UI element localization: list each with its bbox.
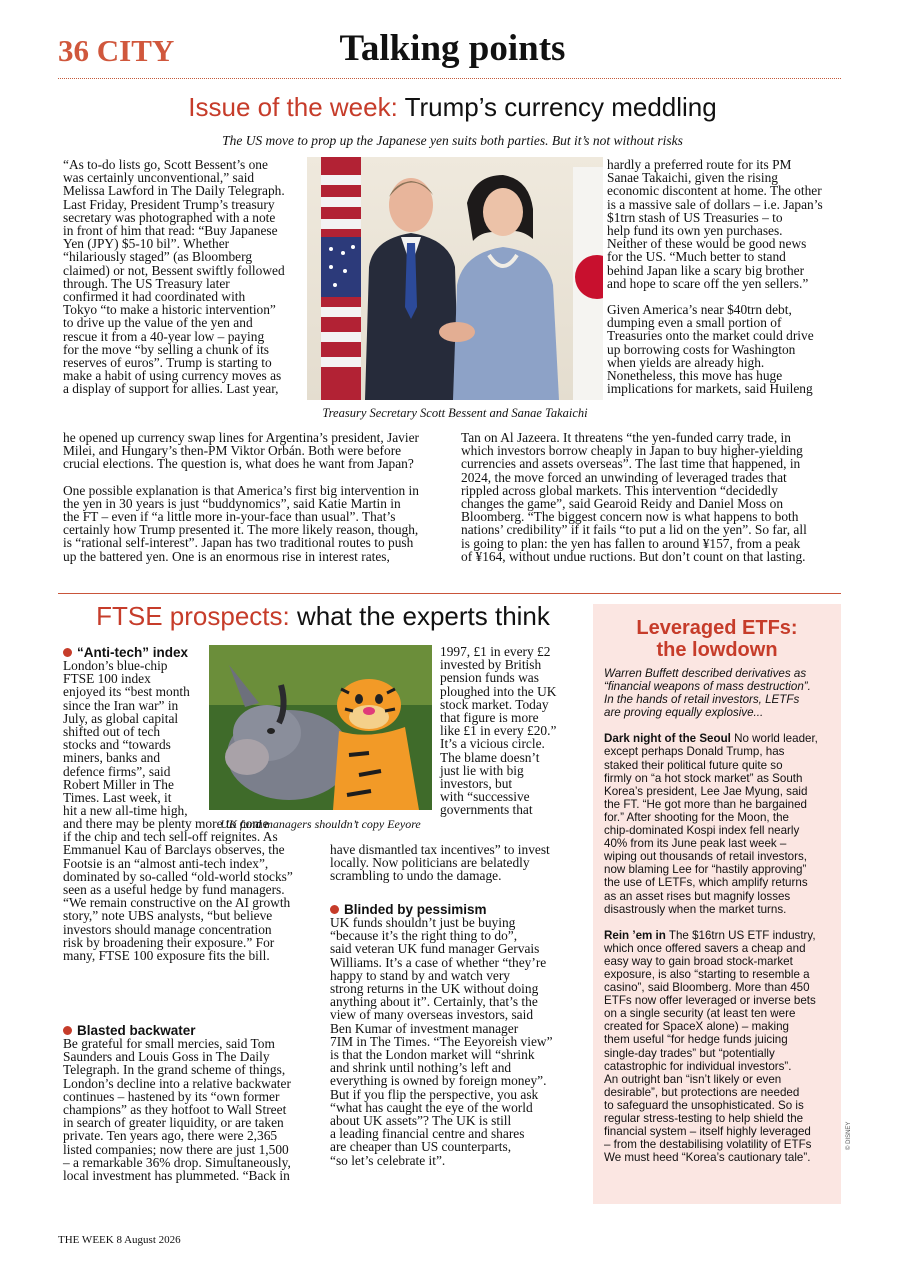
text-line: firmly on “a hot stock market” as South: [604, 771, 803, 785]
ftse-column-1-top: [63, 659, 208, 817]
text-line: up borrowing costs for Washington: [607, 341, 796, 357]
text-line: catastrophic for individual investors”.: [604, 1059, 792, 1073]
text-line: in front of him that read: “Buy Japanese: [63, 223, 278, 239]
text-line: Sanae Takaichi, given the rising: [607, 170, 778, 186]
text-line: wiping out thousands of retail investors,: [604, 850, 808, 864]
text-line: strong returns in the UK without doing: [330, 981, 539, 997]
section-name: CITY: [96, 33, 175, 68]
text-line: In the hands of retail investors, LETFs: [604, 693, 800, 707]
text-line: just lie with big: [440, 762, 524, 778]
ftse-photo-caption: UK fund managers shouldn’t copy Eeyore: [220, 817, 421, 831]
text-line: locally. Now politicians are belatedly: [330, 855, 530, 871]
text-line: with “successive: [440, 789, 530, 805]
text-line: now blaming Lee for “hastily approving”: [604, 863, 807, 877]
ftse-column-2-top: [440, 645, 590, 817]
issue-headline: [0, 92, 905, 123]
text-line: “As to-do lists go, Scott Bessent’s one: [63, 157, 268, 172]
text-line: which once offered savers a cheap and: [604, 941, 806, 955]
text-line: Neither of these would be good news: [607, 236, 807, 252]
text-line: continues – hastened by its “own former: [63, 1088, 280, 1104]
text-line: through. The US Treasury later: [63, 275, 230, 291]
bullet-icon: [63, 1026, 72, 1035]
ftse-subhead-1-text: “Anti-tech” index: [77, 645, 189, 660]
text-line: like £1 in every £20.”: [440, 723, 557, 739]
text-line: Williams. It’s a case of whether “they’re: [330, 954, 547, 970]
text-line: secretary was photographed with a note: [63, 209, 276, 225]
issue-bottom-right: [461, 431, 846, 563]
text-line: We must heed “Korea’s cautionary tale”.: [604, 1151, 811, 1165]
text-line: them useful “for hedge funds juicing: [604, 1033, 788, 1047]
japan-flag-icon: [573, 167, 603, 400]
text-line: Saunders and Louis Goss in The Daily: [63, 1049, 270, 1065]
text-line: help fund its own yen purchases.: [607, 223, 783, 239]
issue-standfirst: The US move to prop up the Japanese yen suits both parties. But it’s not without risks: [222, 133, 683, 148]
issue-photo: [307, 157, 603, 400]
text-line: scrambling to undo the damage.: [330, 868, 502, 884]
text-line: Nonetheless, this move has huge: [607, 368, 783, 384]
text-line: nations’ credibility” if it fails “to put a lid on the yen”. So far, all: [461, 522, 807, 538]
sidebar-title-line-1: Leveraged ETFs:: [636, 617, 798, 639]
text-line: since the Iran war” in: [63, 697, 179, 713]
text-line: – from the destabilising volatility of ETFs: [604, 1138, 812, 1152]
sidebar-paragraph-1: [604, 745, 834, 915]
text-line: Last Friday, President Trump’s treasury: [63, 196, 275, 212]
text-line: “what has caught the eye of the world: [330, 1099, 533, 1115]
text-line: shifted out of tech: [63, 724, 161, 740]
text-line: 1997, £1 in every £2: [440, 644, 551, 659]
text-line: exposure, is also “starting to resemble a: [604, 967, 810, 981]
text-line: miners, banks and: [63, 750, 161, 766]
ftse-subhead-2-text: Blasted backwater: [77, 1023, 196, 1038]
issue-column-3: [607, 158, 843, 395]
text-line: and there may be plenty more to come: [63, 816, 269, 831]
takaichi-figure: [453, 175, 559, 400]
text-line: ploughed into the UK: [440, 683, 557, 699]
text-line: champions” as they hotfoot to Wall Street: [63, 1102, 287, 1118]
text-line: for.” After shooting for the Moon, the: [604, 810, 789, 824]
text-line: Korea’s president, Lee Jae Myung, said: [604, 784, 808, 798]
text-line: dumping even a small portion of: [607, 315, 782, 331]
text-line: a leading financial centre and shares: [330, 1126, 525, 1142]
text-line: a display of support for allies. Last year,: [63, 381, 279, 397]
text-line: One possible explanation is that America’s first big intervention in: [63, 482, 419, 498]
text-line: the yen in 30 years is just “buddynomics”, said Katie Martin in: [63, 495, 401, 511]
text-line: Times. Last week, it: [63, 790, 172, 806]
text-line: for the move “by selling a chunk of its: [63, 341, 270, 357]
ftse-column-1-rest: [63, 817, 323, 962]
ftse-headline-text: what the experts think: [296, 601, 550, 631]
text-line: for the US. “Much better to stand: [607, 249, 786, 265]
sidebar-paragraph-2: [604, 942, 834, 1165]
text-line: private. Ten years ago, there were 2,365: [63, 1128, 278, 1144]
text-line: stock market. Today: [440, 696, 549, 712]
text-line: up the battered yen. One is an enormous rise in interest rates,: [63, 548, 390, 564]
issue-headline-text: Trump’s currency meddling: [404, 92, 717, 122]
us-flag-icon: [321, 157, 361, 400]
text-line: behind Japan like a scary big brother: [607, 262, 805, 278]
text-line: Be grateful for small mercies, said Tom: [63, 1036, 275, 1051]
text-line: casino”, said Bloomberg. More than 450: [604, 981, 810, 995]
text-line: defence firms”, said: [63, 763, 171, 779]
text-line: currencies and assets overseas”. The last time that happened, in: [461, 456, 801, 472]
text-line: to safeguard the unsophisticated. So is: [604, 1098, 804, 1112]
text-line: regular stress-testing to help shield the: [604, 1112, 804, 1125]
sidebar-title: [593, 617, 841, 661]
text-line: Given America’s near $40trn debt,: [607, 302, 792, 318]
text-line: rippled across global markets. This intervention “decidedly: [461, 482, 778, 498]
text-line: of ¥164, without undue ructions. But don’t count on that lasting.: [461, 548, 806, 564]
text-line: Footsie is an “almost anti-tech index”,: [63, 855, 269, 871]
text-line: disastrously when the market turns.: [604, 902, 787, 916]
photo-credit: © DISNEY: [846, 1121, 852, 1150]
bullet-icon: [63, 648, 72, 657]
text-line: investors, but: [440, 776, 513, 792]
text-line: said veteran UK fund manager Gervais: [330, 941, 540, 957]
sidebar-title-line-2: the lowdown: [656, 639, 778, 661]
text-line: changes the game”, said Gearoid Reidy and Daniel Moss on: [461, 496, 784, 512]
text-line: confirmed it had coordinated with: [63, 289, 246, 305]
text-line: ETFs now offer leveraged or inverse bets: [604, 994, 816, 1008]
text-line: and shrink until nothing’s left and: [330, 1060, 512, 1076]
text-line: claimed) or not, Bessent swiftly followed: [63, 262, 285, 278]
text-line: governments that: [440, 802, 533, 818]
issue-photo-caption: Treasury Secretary Scott Bessent and Sanae Takaichi: [322, 406, 588, 420]
text-line: dominated by so-called “old-world stocks”: [63, 868, 293, 884]
bessent-takaichi-illustration: [307, 157, 603, 400]
ftse-headline-label: FTSE prospects:: [96, 601, 290, 631]
text-line: pension funds was: [440, 670, 539, 686]
issue-column-1: [63, 158, 308, 396]
text-line: rescue it from a 40-year low – paying: [63, 328, 265, 344]
text-line: “financial weapons of mass destruction”.: [604, 680, 811, 694]
text-line: if the chip and tech sell-off reignites. As: [63, 829, 278, 845]
text-line: Ben Kumar of investment manager: [330, 1020, 519, 1036]
text-line: seen as a useful hedge by fund managers.: [63, 882, 285, 898]
text-line: Treasuries onto the market could drive: [607, 328, 814, 344]
text-line: Emmanuel Kau of Barclays observes, the: [63, 842, 285, 858]
text-line: story,” note UBS analysts, “but believe: [63, 908, 273, 924]
text-line: It’s a vicious circle.: [440, 736, 545, 752]
text-line: Warren Buffett described derivatives as: [604, 667, 807, 680]
text-line: view of many overseas investors, said: [330, 1007, 534, 1023]
text-line: $1trn stash of US Treasuries – to: [607, 209, 783, 225]
text-line: is that the London market will “shrink: [330, 1047, 535, 1063]
text-line: London’s decline into a relative backwater: [63, 1075, 291, 1091]
text-line: economic discontent at home. The other: [607, 183, 822, 199]
text-line: on a single security (at least ten were: [604, 1007, 796, 1021]
text-line: enjoyed its “best month: [63, 684, 190, 700]
issue-headline-label: Issue of the week:: [188, 92, 398, 122]
sidebar-p1-first: No world leader,: [730, 732, 818, 746]
text-line: everything is owned by foreign money”.: [330, 1073, 547, 1089]
text-line: Yen (JPY) $5-10 bil”. Whether: [63, 236, 230, 252]
text-line: when yields are already high.: [607, 354, 765, 370]
text-line: FTSE 100 index: [63, 671, 151, 687]
text-line: that figure is more: [440, 710, 539, 726]
text-line: Bloomberg. “The biggest concern now is what happens to both: [461, 509, 799, 525]
text-line: Milei, and Hungary’s then-PM Viktor Orbán. Both were before: [63, 443, 402, 459]
text-line: investors should manage concentration: [63, 921, 272, 937]
text-line: invested by British: [440, 657, 542, 673]
text-line: are cheaper than US counterparts,: [330, 1139, 512, 1155]
issue-bottom-left: [63, 431, 453, 563]
sidebar-lead-2: Rein ’em in: [604, 928, 666, 942]
ftse-photo: [209, 645, 432, 810]
text-line: London’s blue-chip: [63, 658, 168, 673]
text-line: – a remarkable 36% drop. Simultaneously,: [63, 1154, 291, 1170]
text-line: stocks and “towards: [63, 737, 171, 753]
text-line: local investment has plummeted. “Back in: [63, 1168, 290, 1184]
text-line: Tokyo “to make a historic intervention”: [63, 302, 276, 318]
header-rule: [58, 78, 841, 79]
page-number: 36: [58, 33, 89, 68]
text-line: reserves of euros”. Trump is starting to: [63, 355, 272, 371]
text-line: risk by broadening their exposure.” For: [63, 934, 275, 950]
text-line: UK funds shouldn’t just be buying: [330, 915, 516, 930]
text-line: 2024, the move forced an unwinding of leveraged trades that: [461, 469, 787, 485]
text-line: he opened up currency swap lines for Argentina’s president, Javier: [63, 430, 419, 445]
text-line: “We remain constructive on the AI growth: [63, 895, 291, 911]
text-line: listed companies; now there are just 1,500: [63, 1141, 289, 1157]
text-line: make a habit of using currency moves as: [63, 368, 282, 384]
text-line: as an asset rises but magnify losses: [604, 889, 791, 903]
text-line: anything about it”. Certainly, that’s the: [330, 994, 538, 1010]
handshake: [439, 322, 475, 342]
ftse-column-1-b: [63, 1037, 328, 1182]
text-line: Tan on Al Jazeera. It threatens “the yen-funded carry trade, in: [461, 430, 791, 445]
text-line: is “rational self-interest”. Japan has two traditional routes to push: [63, 535, 414, 551]
sidebar-lead-1: Dark night of the Seoul: [604, 732, 731, 746]
text-line: Telegraph. In the grand scheme of things,: [63, 1062, 286, 1078]
text-line: “because it’s the right thing to do”,: [330, 928, 518, 944]
text-line: desirable”, but protections are needed: [604, 1085, 800, 1099]
bessent-figure: [365, 178, 459, 400]
text-line: the use of LETFs, which amplify returns: [604, 876, 808, 890]
text-line: easy way to gain broad stock-market: [604, 954, 793, 968]
text-line: staked their political future quite so: [604, 758, 783, 772]
sidebar-paragraph-2-first: [604, 929, 834, 942]
text-line: “so let’s celebrate it”.: [330, 1152, 446, 1168]
text-line: except perhaps Donald Trump, has: [604, 745, 785, 759]
page-title: Talking points: [339, 28, 566, 69]
text-line: is going to plan: the yen has fallen to around ¥157, from a peak: [461, 535, 801, 551]
text-line: which investors borrow cheaply in Japan to buy higher-yielding: [461, 443, 803, 459]
text-line: Melissa Lawford in The Daily Telegraph.: [63, 183, 285, 199]
text-line: to drive up the value of the yen and: [63, 315, 253, 331]
text-line: was certainly unconventional,” said: [63, 170, 255, 186]
ftse-column-2-rest: [330, 843, 590, 883]
text-line: Robert Miller in The: [63, 776, 174, 792]
page-footer: THE WEEK 8 August 2026: [58, 1234, 181, 1246]
text-line: chip-dominated Kospi index fell nearly: [604, 824, 800, 838]
eeyore-tigger-illustration: [209, 645, 432, 810]
text-line: financial system – itself highly leveraged: [604, 1125, 811, 1139]
text-line: certainly how Trump presented it. The more likely reason, though,: [63, 522, 419, 538]
text-line: created for SpaceX alone) – making: [604, 1020, 789, 1034]
ftse-column-2-b: [330, 916, 590, 1167]
text-line: implications for markets, said Huileng: [607, 381, 813, 397]
ftse-headline: [58, 601, 588, 632]
sidebar-intro: [604, 667, 834, 719]
text-line: about UK assets”? The UK is still: [330, 1113, 512, 1129]
text-line: in search of greater liquidity, or are taken: [63, 1115, 284, 1131]
bullet-icon: [330, 905, 339, 914]
text-line: An outright ban “isn’t likely or even: [604, 1072, 782, 1086]
text-line: the FT – even if “a little more in-your-face than usual”. That’s: [63, 509, 396, 525]
section-divider: [58, 593, 841, 594]
ftse-subhead-3-text: Blinded by pessimism: [344, 902, 487, 917]
text-line: the FT. “He got more than he bargained: [604, 797, 808, 811]
text-line: and hope to scare off the yen sellers.”: [607, 275, 809, 291]
text-line: are proving equally explosive...: [604, 706, 764, 720]
text-line: have dismantled tax incentives” to invest: [330, 842, 550, 857]
text-line: But if you flip the perspective, you ask: [330, 1086, 539, 1102]
text-line: hit a new all-time high,: [63, 803, 188, 819]
text-line: “hilariously staged” (as Bloomberg: [63, 249, 253, 265]
text-line: many, FTSE 100 exposure fits the bill.: [63, 948, 270, 964]
text-line: single-day trades” but “potentially: [604, 1046, 775, 1060]
text-line: 7IM in The Times. “The Eeyoreish view”: [330, 1033, 553, 1049]
text-line: is a massive sale of dollars – i.e. Japan’s: [607, 196, 823, 212]
text-line: hardly a preferred route for its PM: [607, 157, 792, 172]
text-line: July, as global capital: [63, 710, 179, 726]
text-line: crucial elections. The question is, what does he want from Japan?: [63, 456, 414, 472]
sidebar-p2-first: The $16trn US ETF industry,: [665, 928, 816, 942]
text-line: 40% from its June peak last week –: [604, 837, 787, 851]
sidebar-paragraph-1-first: [604, 732, 834, 745]
text-line: happy to stand by and watch very: [330, 967, 510, 983]
text-line: The blame doesn’t: [440, 749, 540, 765]
sidebar-body: [604, 667, 834, 1164]
